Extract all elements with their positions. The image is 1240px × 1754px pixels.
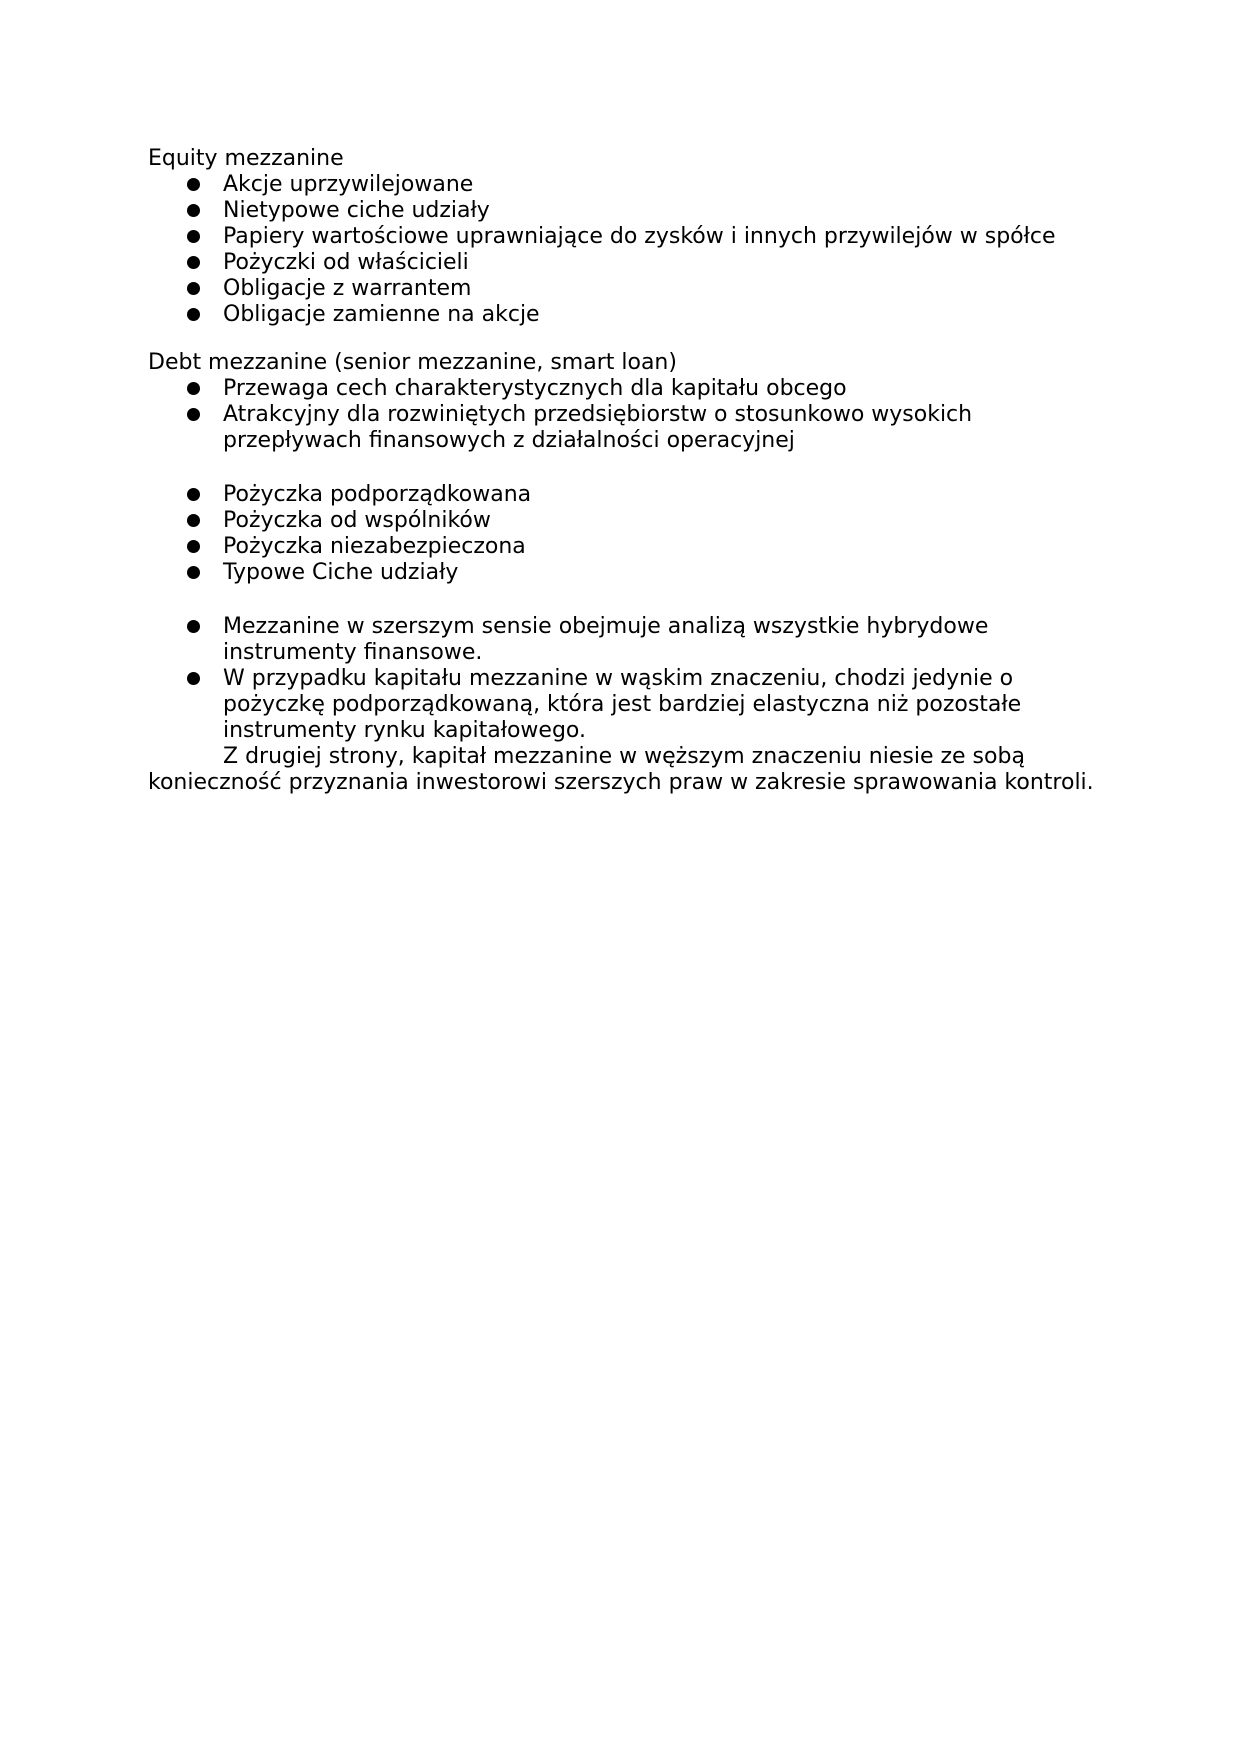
bullet-icon xyxy=(187,256,200,269)
list-item xyxy=(148,302,1108,328)
list-item-text: Obligacje z warrantem xyxy=(223,276,472,301)
list-item-text: Pożyczka podporządkowana xyxy=(223,482,532,507)
list-item-text: Atrakcyjny dla rozwiniętych przedsiębiorstw o stosunkowo wysokich przepływach finansowych z działalności operacyjnej xyxy=(223,402,973,453)
section-heading-equity: Equity mezzanine xyxy=(148,146,344,171)
bullet-icon xyxy=(187,282,200,295)
bullet-icon xyxy=(187,488,200,501)
list-item xyxy=(148,534,1108,560)
bullet-icon xyxy=(187,408,200,421)
list-item xyxy=(148,614,1108,666)
list-item xyxy=(148,402,1108,454)
document-page xyxy=(148,146,1108,796)
list-item-text: Akcje uprzywilejowane xyxy=(223,172,474,197)
list-item-text: Papiery wartościowe uprawniające do zysków i innych przywilejów w spółce xyxy=(223,224,1056,249)
list-item xyxy=(148,508,1108,534)
spacer xyxy=(148,328,1108,350)
list-item xyxy=(148,172,1108,198)
list-item xyxy=(148,560,1108,586)
bullet-icon xyxy=(187,672,200,685)
list-item-text: Pożyczka niezabezpieczona xyxy=(223,534,526,559)
bullet-icon xyxy=(187,382,200,395)
section-heading-debt: Debt mezzanine (senior mezzanine, smart loan) xyxy=(148,350,677,375)
bullet-icon xyxy=(187,204,200,217)
spacer xyxy=(148,586,1108,614)
definitions-list xyxy=(148,614,1108,744)
bullet-icon xyxy=(187,566,200,579)
loan-types-list xyxy=(148,482,1108,586)
bullet-icon xyxy=(187,178,200,191)
list-item xyxy=(148,198,1108,224)
bullet-icon xyxy=(187,308,200,321)
spacer xyxy=(148,454,1108,482)
list-item xyxy=(148,224,1108,250)
list-item xyxy=(148,250,1108,276)
list-item xyxy=(148,376,1108,402)
list-item-text: Obligacje zamienne na akcje xyxy=(223,302,540,327)
list-item-text: Przewaga cech charakterystycznych dla kapitału obcego xyxy=(223,376,847,401)
bullet-icon xyxy=(187,514,200,527)
bullet-icon xyxy=(187,230,200,243)
closing-paragraph: Z drugiej strony, kapitał mezzanine w węższym znaczeniu niesie ze sobą konieczność przyznania inwestorowi szerszych praw w zakresie sprawowania kontroli. xyxy=(148,744,1094,795)
list-item-text: Nietypowe ciche udziały xyxy=(223,198,490,223)
list-item-text: Pożyczka od wspólników xyxy=(223,508,491,533)
list-item-text: Pożyczki od właścicieli xyxy=(223,250,469,275)
list-item-text: W przypadku kapitału mezzanine w wąskim znaczeniu, chodzi jedynie o pożyczkę podporządkowaną, która jest bardziej elastyczna niż pozostałe instrumenty rynku kapitałowego. xyxy=(223,666,1022,743)
list-item xyxy=(148,666,1108,744)
list-item-text: Mezzanine w szerszym sensie obejmuje analizą wszystkie hybrydowe instrumenty finansowe. xyxy=(223,614,989,665)
list-item xyxy=(148,276,1108,302)
bullet-icon xyxy=(187,620,200,633)
equity-list xyxy=(148,172,1108,328)
debt-list xyxy=(148,376,1108,454)
bullet-icon xyxy=(187,540,200,553)
list-item xyxy=(148,482,1108,508)
list-item-text: Typowe Ciche udziały xyxy=(223,560,459,585)
